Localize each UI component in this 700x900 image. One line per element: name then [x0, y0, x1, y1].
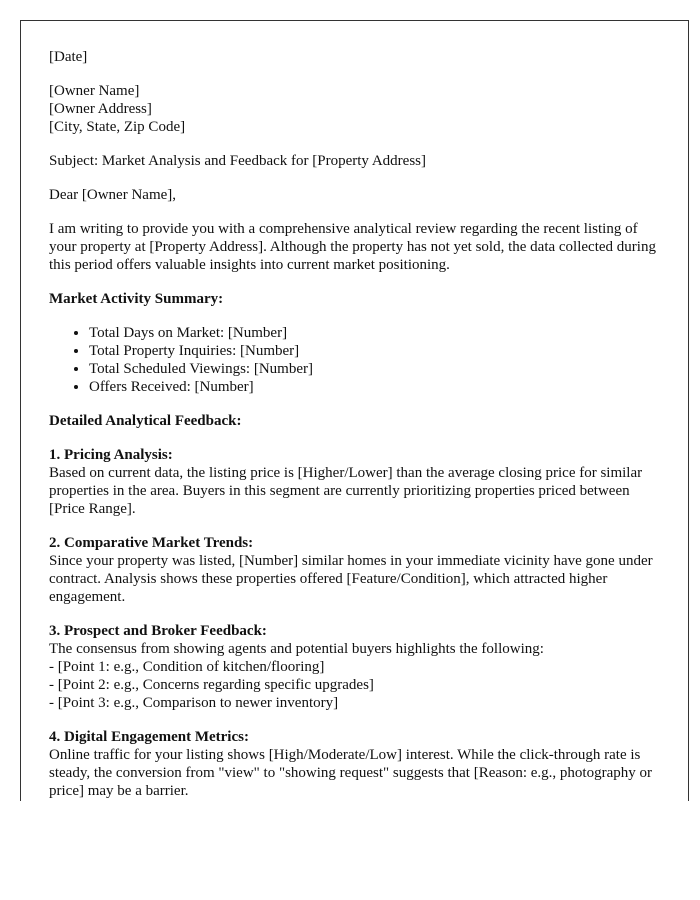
- section-title: 1. Pricing Analysis:: [49, 447, 173, 463]
- section-pricing: 1. Pricing Analysis: Based on current data, the listing price is [Higher/Lower] than the average closing price for similar properties in the area. Buyers in this segment are currently prioritizing properties priced between [Price Range].: [49, 447, 643, 517]
- subject: Subject: Market Analysis and Feedback for [Property Address]: [49, 153, 426, 169]
- section-digital: 4. Digital Engagement Metrics: Online traffic for your listing shows [High/Moderate/Low] interest. While the click-through rate is steady, the conversion from "view" to "showing request" suggests that [Reason: e.g., photography or price] may be a barrier.: [49, 729, 652, 799]
- summary-heading: Market Activity Summary:: [49, 291, 224, 307]
- list-item: • Total Days on Market: [Number]: [89, 324, 660, 342]
- owner-name: [Owner Name]: [49, 83, 140, 99]
- letter: [20, 20, 689, 801]
- owner-address: [Owner Address]: [49, 101, 152, 117]
- date: [Date]: [49, 49, 88, 65]
- section-feedback: 3. Prospect and Broker Feedback: The consensus from showing agents and potential buyers highlights the following: - [Point 1: e.g., Condition of kitchen/flooring] - [Point 2: e.g., Concerns regarding specific upgrades] - [Point 3: e.g., Comparison to newer inventory]: [49, 623, 544, 711]
- feedback-heading: Detailed Analytical Feedback:: [49, 413, 242, 429]
- owner-city: [City, State, Zip Code]: [49, 119, 186, 135]
- section-title: 3. Prospect and Broker Feedback:: [49, 623, 267, 639]
- section-trends: 2. Comparative Market Trends: Since your property was listed, [Number] similar homes in your immediate vicinity have gone under contract. Analysis shows these properties offered [Feature/Condition], which attracted higher engagement.: [49, 535, 653, 605]
- intro-paragraph: I am writing to provide you with a comprehensive analytical review regarding the recent listing of your property at [Property Address]. Although the property has not yet sold, the data collected during this period offers valuable insights into current market positioning.: [49, 221, 656, 273]
- section-title: 4. Digital Engagement Metrics:: [49, 729, 249, 745]
- summary-list: [49, 324, 660, 396]
- list-item: • Offers Received: [Number]: [89, 378, 660, 396]
- list-item: • Total Property Inquiries: [Number]: [89, 342, 660, 360]
- salutation: Dear [Owner Name],: [49, 187, 177, 203]
- list-item: • Total Scheduled Viewings: [Number]: [89, 360, 660, 378]
- recipient-block: [49, 82, 660, 136]
- section-title: 2. Comparative Market Trends:: [49, 535, 254, 551]
